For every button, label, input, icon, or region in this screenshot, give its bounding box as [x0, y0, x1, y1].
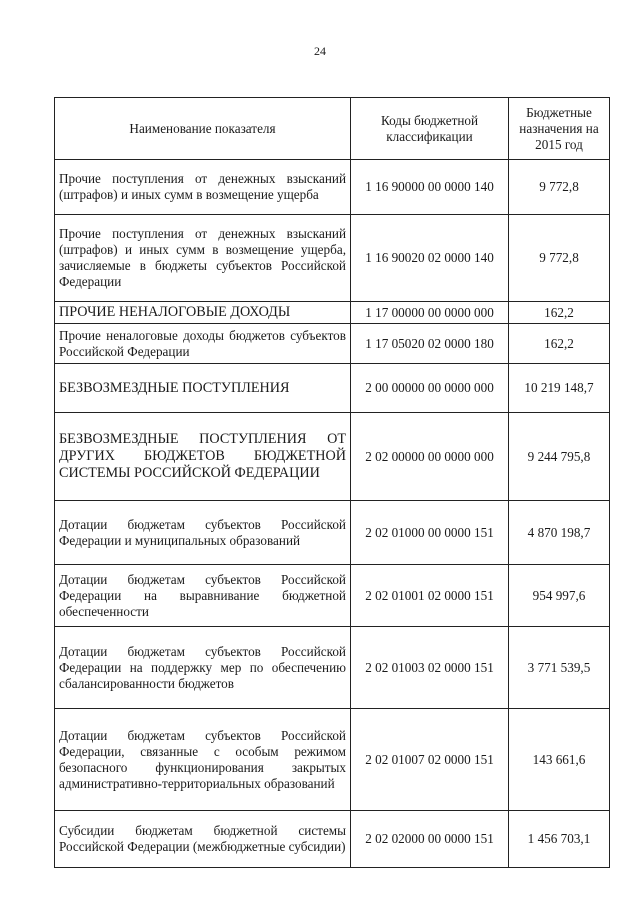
budget-table	[54, 97, 610, 868]
row-amount: 3 771 539,5	[509, 627, 610, 709]
header-amount: Бюджетные назначения на 2015 год	[509, 98, 610, 160]
row-name: БЕЗВОЗМЕЗДНЫЕ ПОСТУПЛЕНИЯ ОТ ДРУГИХ БЮДЖЕТОВ БЮДЖЕТНОЙ СИСТЕМЫ РОССИЙСКОЙ ФЕДЕРАЦИИ	[55, 413, 351, 501]
row-code: 1 16 90000 00 0000 140	[351, 160, 509, 215]
row-amount: 143 661,6	[509, 709, 610, 811]
row-name: Прочие поступления от денежных взысканий (штрафов) и иных сумм в возмещение ущерба	[55, 160, 351, 215]
row-code: 2 02 01001 02 0000 151	[351, 565, 509, 627]
row-name: БЕЗВОЗМЕЗДНЫЕ ПОСТУПЛЕНИЯ	[55, 364, 351, 413]
header-name: Наименование показателя	[55, 98, 351, 160]
row-name: Дотации бюджетам субъектов Российской Федерации на поддержку мер по обеспечению сбалансированности бюджетов	[55, 627, 351, 709]
row-amount: 9 772,8	[509, 215, 610, 302]
row-name: Прочие поступления от денежных взысканий (штрафов) и иных сумм в возмещение ущерба, зачисляемые в бюджеты субъектов Российской Федерации	[55, 215, 351, 302]
row-name: ПРОЧИЕ НЕНАЛОГОВЫЕ ДОХОДЫ	[55, 302, 351, 324]
row-code: 1 16 90020 02 0000 140	[351, 215, 509, 302]
row-amount: 954 997,6	[509, 565, 610, 627]
table-row	[55, 364, 610, 413]
table-row	[55, 501, 610, 565]
header-code: Коды бюджетной классификации	[351, 98, 509, 160]
row-name: Дотации бюджетам субъектов Российской Федерации на выравнивание бюджетной обеспеченности	[55, 565, 351, 627]
table-row	[55, 413, 610, 501]
row-code: 1 17 05020 02 0000 180	[351, 324, 509, 364]
row-amount: 10 219 148,7	[509, 364, 610, 413]
row-code: 2 02 01000 00 0000 151	[351, 501, 509, 565]
row-code: 2 02 00000 00 0000 000	[351, 413, 509, 501]
row-amount: 1 456 703,1	[509, 811, 610, 868]
row-name: Субсидии бюджетам бюджетной системы Российской Федерации (межбюджетные субсидии)	[55, 811, 351, 868]
table-row	[55, 565, 610, 627]
row-code: 2 02 01003 02 0000 151	[351, 627, 509, 709]
row-amount: 162,2	[509, 302, 610, 324]
table-row	[55, 324, 610, 364]
table-row	[55, 215, 610, 302]
row-name: Дотации бюджетам субъектов Российской Федерации, связанные с особым режимом безопасного функционирования закрытых административно-территориальных образований	[55, 709, 351, 811]
row-code: 2 02 02000 00 0000 151	[351, 811, 509, 868]
row-amount: 4 870 198,7	[509, 501, 610, 565]
table-header-row	[55, 98, 610, 160]
row-name: Дотации бюджетам субъектов Российской Федерации и муниципальных образований	[55, 501, 351, 565]
row-amount: 9 244 795,8	[509, 413, 610, 501]
table-row	[55, 160, 610, 215]
table-row	[55, 811, 610, 868]
row-code: 1 17 00000 00 0000 000	[351, 302, 509, 324]
page-number: 24	[314, 44, 326, 58]
row-code: 2 00 00000 00 0000 000	[351, 364, 509, 413]
row-code: 2 02 01007 02 0000 151	[351, 709, 509, 811]
table-row	[55, 302, 610, 324]
table-row	[55, 709, 610, 811]
row-name: Прочие неналоговые доходы бюджетов субъектов Российской Федерации	[55, 324, 351, 364]
row-amount: 9 772,8	[509, 160, 610, 215]
row-amount: 162,2	[509, 324, 610, 364]
table-row	[55, 627, 610, 709]
